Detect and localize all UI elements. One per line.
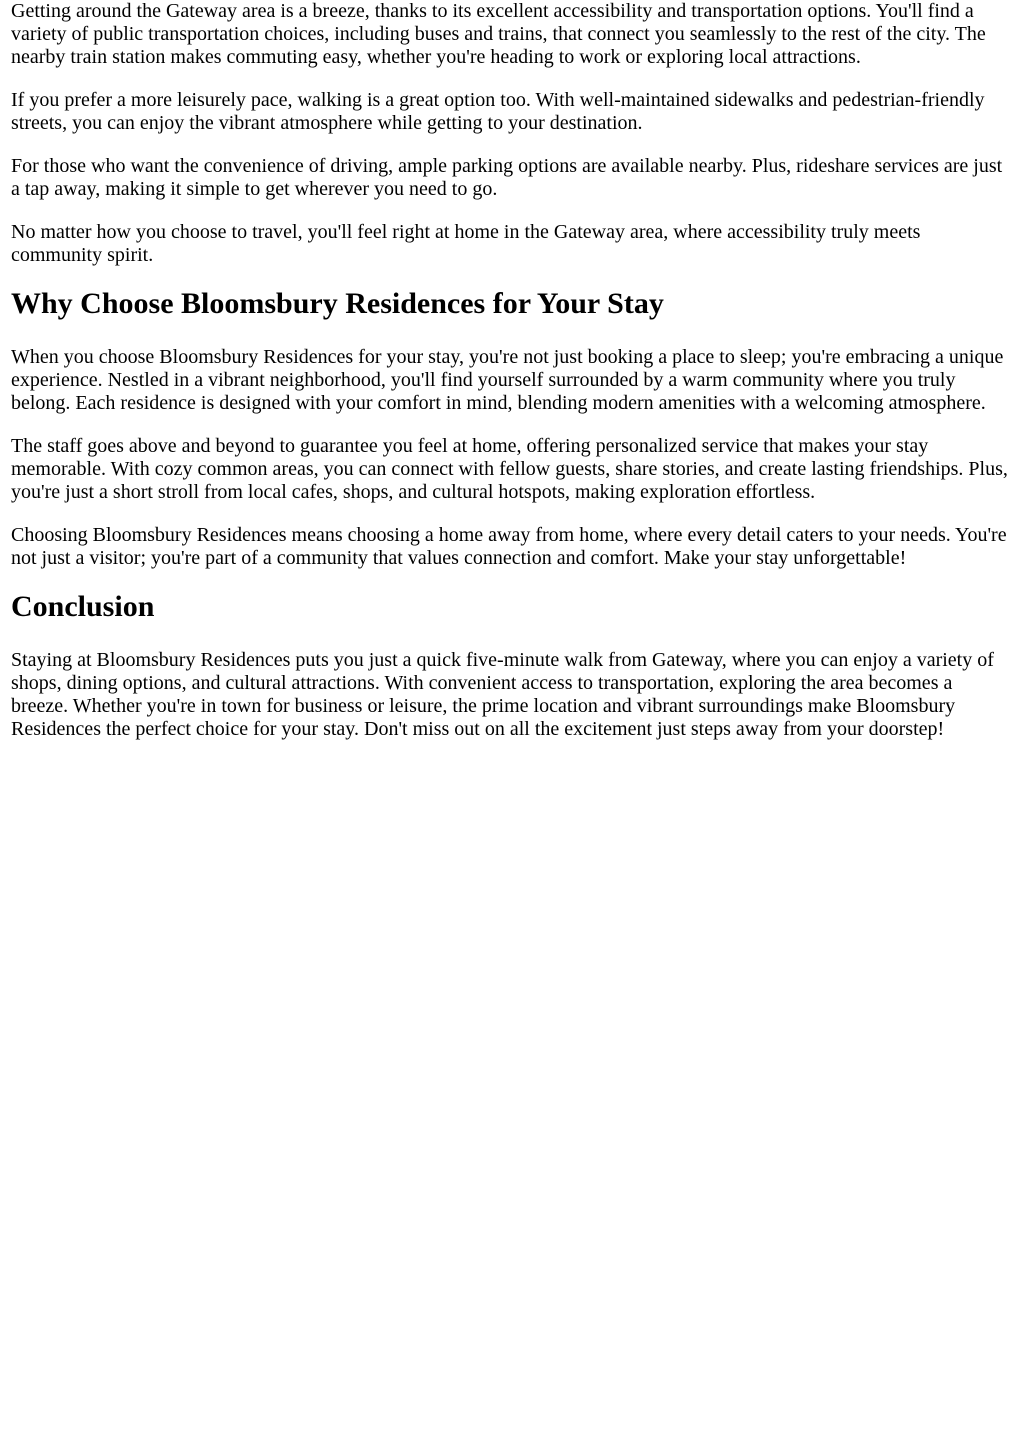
why-choose-paragraph-3: Choosing Bloomsbury Residences means choosing a home away from home, where every detail caters to your needs. You're not just a visitor; you're part of a community that values connection and comfort. Make your stay unforgettable! (11, 524, 1007, 569)
why-choose-section (11, 287, 1013, 570)
why-choose-heading: Why Choose Bloomsbury Residences for Your Stay (11, 287, 664, 320)
conclusion-paragraph: Staying at Bloomsbury Residences puts you just a quick five-minute walk from Gateway, where you can enjoy a variety of shops, dining options, and cultural attractions. With convenient access to transportation, exploring the area becomes a breeze. Whether you're in town for business or leisure, the prime location and vibrant surroundings make Bloomsbury Residences the perfect choice for your stay. Don't miss out on all the excitement just steps away from your doorstep! (11, 649, 994, 740)
transportation-paragraph-1: Getting around the Gateway area is a breeze, thanks to its excellent accessibility and transportation options. You'll find a variety of public transportation choices, including buses and trains, that connect you seamlessly to the rest of the city. The nearby train station makes commuting easy, whether you're heading to work or exploring local attractions. (11, 0, 986, 68)
conclusion-section (11, 590, 1013, 741)
transportation-paragraph-2: If you prefer a more leisurely pace, walking is a great option too. With well-maintained sidewalks and pedestrian-friendly streets, you can enjoy the vibrant atmosphere while getting to your destination. (11, 89, 985, 134)
transportation-paragraph-3: For those who want the convenience of driving, ample parking options are available nearby. Plus, rideshare services are just a tap away, making it simple to get wherever you need to go. (11, 155, 1003, 200)
conclusion-heading: Conclusion (11, 590, 155, 623)
why-choose-paragraph-1: When you choose Bloomsbury Residences for your stay, you're not just booking a place to sleep; you're embracing a unique experience. Nestled in a vibrant neighborhood, you'll find yourself surrounded by a warm community where you truly belong. Each residence is designed with your comfort in mind, blending modern amenities with a welcoming atmosphere. (11, 346, 1004, 414)
why-choose-paragraph-2: The staff goes above and beyond to guarantee you feel at home, offering personalized service that makes your stay memorable. With cozy common areas, you can connect with fellow guests, share stories, and create lasting friendships. Plus, you're just a short stroll from local cafes, shops, and cultural hotspots, making exploration effortless. (11, 435, 1008, 503)
transportation-paragraph-4: No matter how you choose to travel, you'll feel right at home in the Gateway area, where accessibility truly meets community spirit. (11, 221, 921, 266)
transportation-section (11, 0, 1013, 267)
